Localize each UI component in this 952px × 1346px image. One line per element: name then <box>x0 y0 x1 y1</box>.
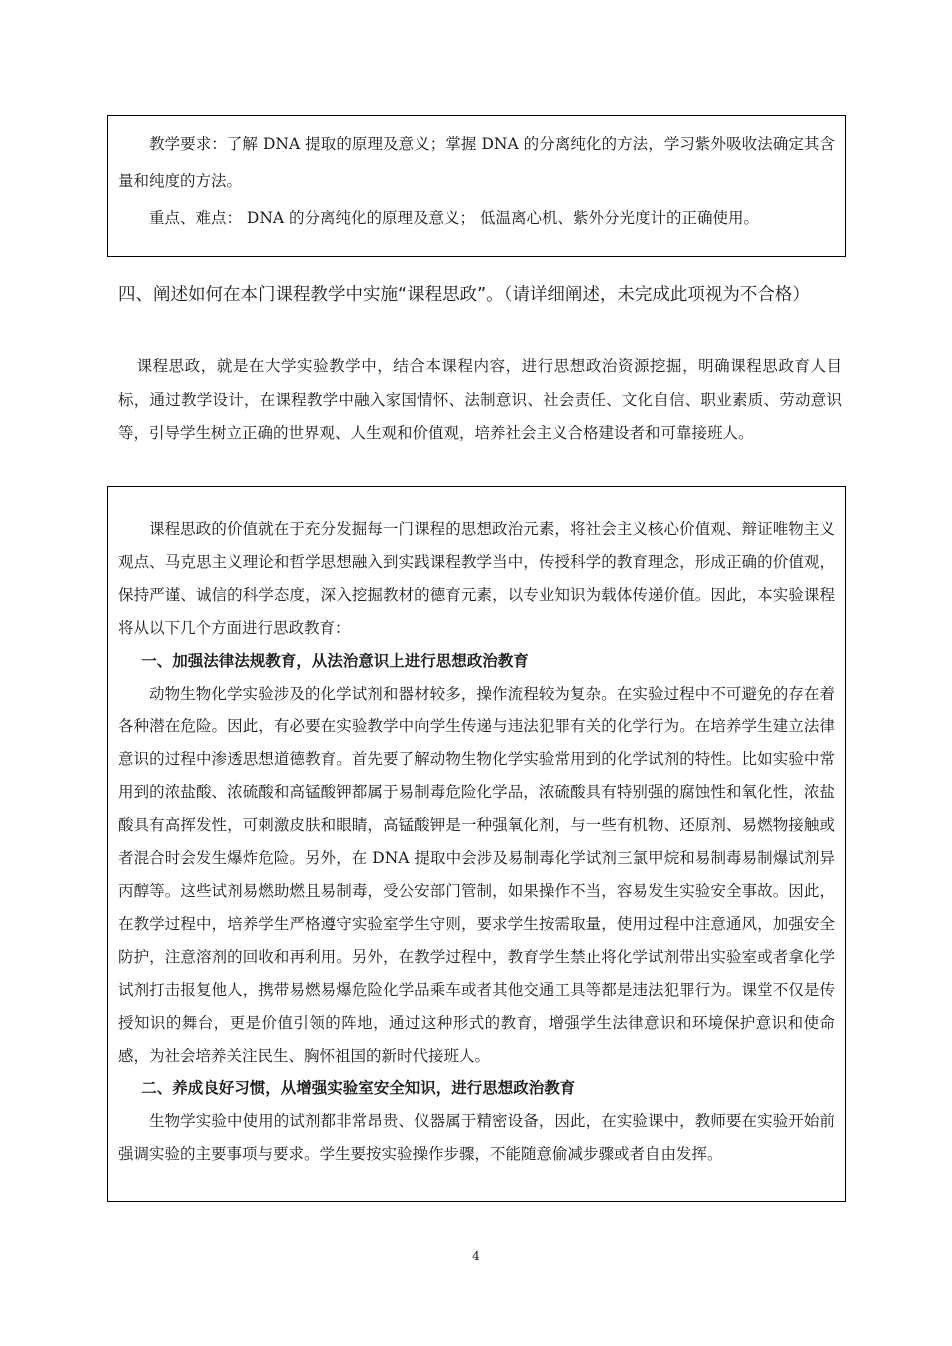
essay-subheading-2: 二、养成良好习惯，从增强实验室安全知识，进行思想政治教育 <box>141 1078 576 1098</box>
page-number: 4 <box>472 1249 480 1263</box>
key-points-text: 重点、难点： DNA 的分离纯化的原理及意义； 低温离心机、紫外分光度计的正确使用。 <box>149 209 759 227</box>
essay-box <box>107 486 846 1202</box>
essay-subheading-1: 一、加强法律法规教育，从法治意识上进行思想政治教育 <box>141 650 529 670</box>
essay-paragraph-1: 课程思政的价值就在于充分发掘每一门课程的思想政治元素，将社会主义核心价值观、辩证唯物主义观点、马克思主义理论和哲学思想融入到实践课程教学当中，传授科学的教育理念，形成正确的价值观，保持严谨、诚信的科学态度，深入挖掘教材的德育元素，以专业知识为载体传递价值。因此，本实验课程将从以下几个方面进行思政教育： <box>118 520 835 637</box>
teaching-requirements-box <box>107 115 846 257</box>
essay-paragraph-2: 动物生物化学实验涉及的化学试剂和器材较多，操作流程较为复杂。在实验过程中不可避免的存在着各种潜在危险。因此，有必要在实验教学中向学生传递与违法犯罪有关的化学行为。在培养学生建立法律意识的过程中渗透思想道德教育。首先要了解动物生物化学实验常用到的化学试剂的特性。比如实验中常用到的浓盐酸、浓硫酸和高锰酸钾都属于易制毒危险化学品，浓硫酸具有特别强的腐蚀性和氧化性，浓盐酸具有高挥发性，可刺激皮肤和眼睛，高锰酸钾是一种强氧化剂，与一些有机物、还原剂、易燃物接触或者混合时会发生爆炸危险。另外，在 DNA 提取中会涉及易制毒化学试剂三氯甲烷和易制毒易制爆试剂异丙醇等。这些试剂易燃助燃且易制毒，受公安部门管制，如果操作不当，容易发生实验安全事故。因此，在教学过程中，培养学生严格遵守实验室学生守则，要求学生按需取量，使用过程中注意通风，加强安全防护，注意溶剂的回收和再利用。另外，在教学过程中，教育学生禁止将化学试剂带出实验室或者拿化学试剂打击报复他人，携带易燃易爆危险化学品乘车或者其他交通工具等都是违法犯罪行为。课堂不仅是传授知识的舞台，更是价值引领的阵地，通过这种形式的教育，增强学生法律意识和环境保护意识和使命感，为社会培养关注民生、胸怀祖国的新时代接班人。 <box>118 684 835 1065</box>
essay-paragraph-3: 生物学实验中使用的试剂都非常昂贵、仪器属于精密设备，因此，在实验课中，教师要在实验开始前强调实验的主要事项与要求。学生要按实验操作步骤，不能随意偷减步骤或者自由发挥。 <box>118 1112 835 1164</box>
teaching-requirements-text: 教学要求：了解 DNA 提取的原理及意义；掌握 DNA 的分离纯化的方法，学习紫外吸收法确定其含量和纯度的方法。 <box>118 135 835 190</box>
section-heading: 四、阐述如何在本门课程教学中实施“课程思政”。（请详细阐述，未完成此项视为不合格） <box>118 285 810 305</box>
section-intro: 课程思政，就是在大学实验教学中，结合本课程内容，进行思想政治资源挖掘，明确课程思政育人目标，通过教学设计，在课程教学中融入家国情怀、法制意识、社会责任、文化自信、职业素质、劳动意识等，引导学生树立正确的世界观、人生观和价值观，培养社会主义合格建设者和可靠接班人。 <box>118 357 842 442</box>
